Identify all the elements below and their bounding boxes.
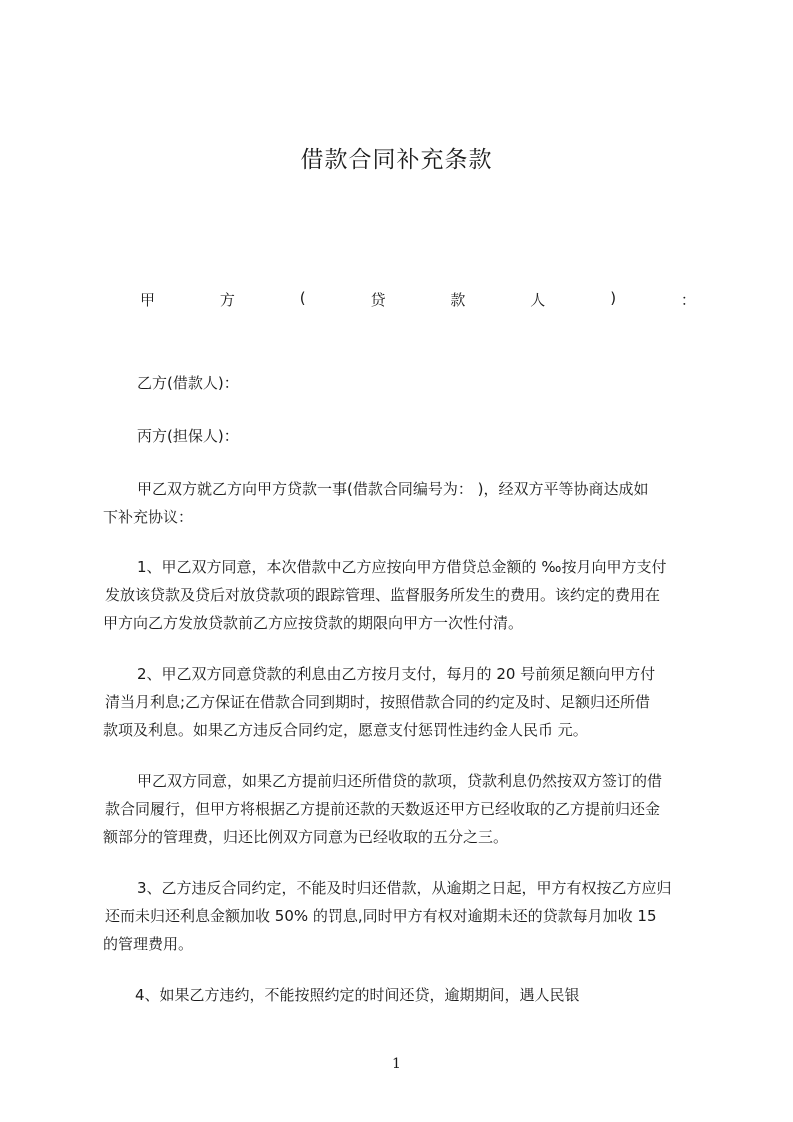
party-a-line — [140, 289, 696, 310]
clause-2-line: 款项及利息。如果乙方违反合同约定，愿意支付惩罚性违约金人民币 元。 — [103, 721, 588, 739]
intro-paragraph — [103, 475, 713, 531]
intro-line: 下补充协议： — [103, 508, 194, 526]
party-b-line: 乙方(借款人)： — [137, 374, 239, 392]
clause-2-supplement — [103, 767, 713, 851]
clause-3-line: 的管理费用。 — [103, 935, 194, 953]
party-a-char: 甲 — [140, 291, 156, 309]
clause-2-line: 2、甲乙双方同意贷款的利息由乙方按月支付，每月的 20 号前须足额向甲方付 — [137, 665, 656, 683]
clause-2-line: 清当月利息;乙方保证在借款合同到期时，按照借款合同的约定及时、足额归还所借 — [105, 693, 651, 711]
clause-1-line: 发放该贷款及贷后对放贷款项的跟踪管理、监督服务所发生的费用。该约定的费用在 — [105, 586, 661, 604]
clause-4: 4、如果乙方违约，不能按照约定的时间还贷，逾期期间，遇人民银 — [135, 986, 580, 1004]
party-a-char: 贷 — [370, 291, 386, 309]
clause-1-line: 1、甲乙双方同意，本次借款中乙方应按向甲方借贷总金额的 ‰按月向甲方支付 — [137, 558, 667, 576]
party-a-char: 方 — [219, 291, 235, 309]
page-number: 1 — [392, 1056, 401, 1072]
intro-line: 甲乙双方就乙方向甲方贷款一事(借款合同编号为： )，经双方平等协商达成如 — [137, 480, 649, 498]
clause-2-supplement-line: 额部分的管理费，归还比例双方同意为已经收取的五分之三。 — [103, 828, 509, 846]
clause-1-line: 甲方向乙方发放贷款前乙方应按贷款的期限向甲方一次性付清。 — [103, 614, 524, 632]
clause-2 — [103, 660, 713, 744]
party-a-char: 款 — [450, 291, 466, 309]
clause-3 — [103, 874, 713, 958]
party-c-line: 丙方(担保人)： — [137, 427, 239, 445]
clause-3-line: 3、乙方违反合同约定，不能及时归还借款，从逾期之日起，甲方有权按乙方应归 — [137, 879, 672, 897]
clause-3-line: 还而未归还利息金额加收 50% 的罚息,同时甲方有权对逾期未还的贷款每月加收 15 — [105, 907, 657, 925]
clause-2-supplement-line: 款合同履行，但甲方将根据乙方提前还款的天数返还甲方已经收取的乙方提前归还金 — [105, 800, 661, 818]
party-a-char: ： — [680, 291, 696, 309]
party-a-char: ) — [610, 289, 617, 307]
party-a-char: ( — [299, 289, 306, 307]
document-title: 借款合同补充条款 — [300, 147, 493, 173]
clause-1 — [103, 553, 713, 637]
clause-2-supplement-line: 甲乙双方同意，如果乙方提前归还所借贷的款项，贷款利息仍然按双方签订的借 — [137, 772, 663, 790]
party-a-char: 人 — [530, 291, 546, 309]
